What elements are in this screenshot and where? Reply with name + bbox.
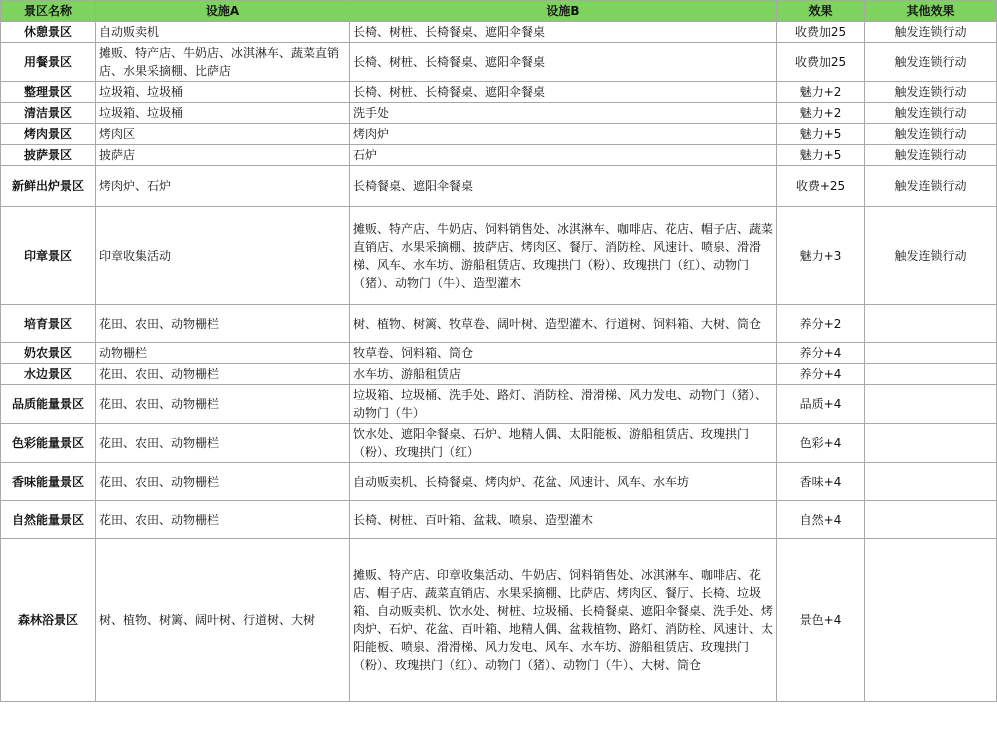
area-name-cell: 水边景区 (1, 364, 96, 385)
facility-a-cell: 动物栅栏 (96, 343, 350, 364)
other-effect-cell: 触发连锁行动 (865, 124, 997, 145)
table-row (1, 124, 997, 145)
facility-a-cell: 印章收集活动 (96, 207, 350, 305)
effect-cell: 魅力+3 (777, 207, 865, 305)
effect-cell: 品质+4 (777, 385, 865, 424)
effect-cell: 魅力+2 (777, 82, 865, 103)
header-area-name: 景区名称 (1, 1, 96, 22)
facility-a-cell: 自动贩卖机 (96, 22, 350, 43)
area-name-cell: 用餐景区 (1, 43, 96, 82)
other-effect-cell: 触发连锁行动 (865, 43, 997, 82)
facility-a-cell: 花田、农田、动物栅栏 (96, 364, 350, 385)
table-row (1, 424, 997, 463)
facility-a-cell: 烤肉炉、石炉 (96, 166, 350, 207)
effect-cell: 魅力+5 (777, 145, 865, 166)
effect-cell: 养分+4 (777, 364, 865, 385)
effect-cell: 收费加25 (777, 22, 865, 43)
facility-b-cell: 长椅、树桩、百叶箱、盆栽、喷泉、造型灌木 (350, 501, 777, 539)
facility-a-cell: 摊贩、特产店、牛奶店、冰淇淋车、蔬菜直销店、水果采摘棚、比萨店 (96, 43, 350, 82)
table-row (1, 145, 997, 166)
effect-cell: 收费+25 (777, 166, 865, 207)
header-other-effect: 其他效果 (865, 1, 997, 22)
facility-b-cell: 摊贩、特产店、印章收集活动、牛奶店、饲料销售处、冰淇淋车、咖啡店、花店、帽子店、蔬菜直销店、水果采摘棚、比萨店、烤肉区、餐厅、长椅、垃圾箱、自动贩卖机、饮水处、树桩、垃圾桶、长椅餐桌、遮阳伞餐桌、洗手处、烤肉炉、石炉、花盆、百叶箱、地精人偶、盆栽植物、路灯、消防栓、风速计、太阳能板、喷泉、滑滑梯、风力发电、风车、水车坊、游船租赁店、玫瑰拱门（粉）、玫瑰拱门（红）、动物门（猪）、动物门（牛）、大树、筒仓 (350, 539, 777, 702)
table-row (1, 539, 997, 702)
other-effect-cell (865, 463, 997, 501)
table-row (1, 385, 997, 424)
header-effect: 效果 (777, 1, 865, 22)
area-name-cell: 烤肉景区 (1, 124, 96, 145)
other-effect-cell: 触发连锁行动 (865, 207, 997, 305)
header-facility-a: 设施A (96, 1, 350, 22)
facility-b-cell: 饮水处、遮阳伞餐桌、石炉、地精人偶、太阳能板、游船租赁店、玫瑰拱门（粉）、玫瑰拱门（红） (350, 424, 777, 463)
facility-b-cell: 牧草卷、饲料箱、筒仓 (350, 343, 777, 364)
table-row (1, 103, 997, 124)
other-effect-cell: 触发连锁行动 (865, 22, 997, 43)
other-effect-cell (865, 364, 997, 385)
area-name-cell: 自然能量景区 (1, 501, 96, 539)
other-effect-cell: 触发连锁行动 (865, 103, 997, 124)
facility-b-cell: 石炉 (350, 145, 777, 166)
other-effect-cell: 触发连锁行动 (865, 166, 997, 207)
area-name-cell: 休憩景区 (1, 22, 96, 43)
other-effect-cell (865, 385, 997, 424)
facility-a-cell: 烤肉区 (96, 124, 350, 145)
facility-b-cell: 垃圾箱、垃圾桶、洗手处、路灯、消防栓、滑滑梯、风力发电、动物门（猪）、动物门（牛） (350, 385, 777, 424)
table-row (1, 166, 997, 207)
effect-cell: 收费加25 (777, 43, 865, 82)
header-row (1, 1, 997, 22)
facility-b-cell: 烤肉炉 (350, 124, 777, 145)
area-name-cell: 新鲜出炉景区 (1, 166, 96, 207)
table-row (1, 364, 997, 385)
facility-a-cell: 花田、农田、动物栅栏 (96, 424, 350, 463)
facility-a-cell: 披萨店 (96, 145, 350, 166)
effect-cell: 景色+4 (777, 539, 865, 702)
table-row (1, 207, 997, 305)
other-effect-cell: 触发连锁行动 (865, 145, 997, 166)
facility-a-cell: 花田、农田、动物栅栏 (96, 463, 350, 501)
table-row (1, 22, 997, 43)
effect-cell: 魅力+2 (777, 103, 865, 124)
effect-cell: 魅力+5 (777, 124, 865, 145)
effect-cell: 自然+4 (777, 501, 865, 539)
table-header (1, 1, 997, 22)
area-name-cell: 印章景区 (1, 207, 96, 305)
table-row (1, 343, 997, 364)
other-effect-cell (865, 424, 997, 463)
other-effect-cell (865, 305, 997, 343)
other-effect-cell (865, 501, 997, 539)
area-name-cell: 培育景区 (1, 305, 96, 343)
table-row (1, 82, 997, 103)
table-body (1, 22, 997, 702)
table-row (1, 305, 997, 343)
area-name-cell: 清洁景区 (1, 103, 96, 124)
facility-b-cell: 摊贩、特产店、牛奶店、饲料销售处、冰淇淋车、咖啡店、花店、帽子店、蔬菜直销店、水果采摘棚、披萨店、烤肉区、餐厅、消防栓、风速计、喷泉、滑滑梯、风车、水车坊、游船租赁店、玫瑰拱门（粉）、玫瑰拱门（红）、动物门（猪）、动物门（牛）、造型灌木 (350, 207, 777, 305)
area-name-cell: 森林浴景区 (1, 539, 96, 702)
facility-b-cell: 长椅、树桩、长椅餐桌、遮阳伞餐桌 (350, 43, 777, 82)
area-name-cell: 色彩能量景区 (1, 424, 96, 463)
facility-a-cell: 花田、农田、动物栅栏 (96, 305, 350, 343)
header-facility-b: 设施B (350, 1, 777, 22)
other-effect-cell: 触发连锁行动 (865, 82, 997, 103)
facility-a-cell: 垃圾箱、垃圾桶 (96, 103, 350, 124)
facility-a-cell: 垃圾箱、垃圾桶 (96, 82, 350, 103)
facility-a-cell: 花田、农田、动物栅栏 (96, 385, 350, 424)
area-name-cell: 奶农景区 (1, 343, 96, 364)
effect-cell: 香味+4 (777, 463, 865, 501)
effect-cell: 养分+2 (777, 305, 865, 343)
facility-a-cell: 树、植物、树篱、阔叶树、行道树、大树 (96, 539, 350, 702)
facility-b-cell: 洗手处 (350, 103, 777, 124)
other-effect-cell (865, 343, 997, 364)
table-row (1, 501, 997, 539)
effect-cell: 养分+4 (777, 343, 865, 364)
area-name-cell: 披萨景区 (1, 145, 96, 166)
other-effect-cell (865, 539, 997, 702)
facility-b-cell: 长椅、树桩、长椅餐桌、遮阳伞餐桌 (350, 22, 777, 43)
area-name-cell: 香味能量景区 (1, 463, 96, 501)
facility-b-cell: 长椅餐桌、遮阳伞餐桌 (350, 166, 777, 207)
facility-b-cell: 水车坊、游船租赁店 (350, 364, 777, 385)
effect-cell: 色彩+4 (777, 424, 865, 463)
facility-b-cell: 树、植物、树篱、牧草卷、阔叶树、造型灌木、行道树、饲料箱、大树、筒仓 (350, 305, 777, 343)
area-name-cell: 品质能量景区 (1, 385, 96, 424)
facility-b-cell: 自动贩卖机、长椅餐桌、烤肉炉、花盆、风速计、风车、水车坊 (350, 463, 777, 501)
table-row (1, 43, 997, 82)
table-row (1, 463, 997, 501)
area-name-cell: 整理景区 (1, 82, 96, 103)
facility-a-cell: 花田、农田、动物栅栏 (96, 501, 350, 539)
facility-b-cell: 长椅、树桩、长椅餐桌、遮阳伞餐桌 (350, 82, 777, 103)
